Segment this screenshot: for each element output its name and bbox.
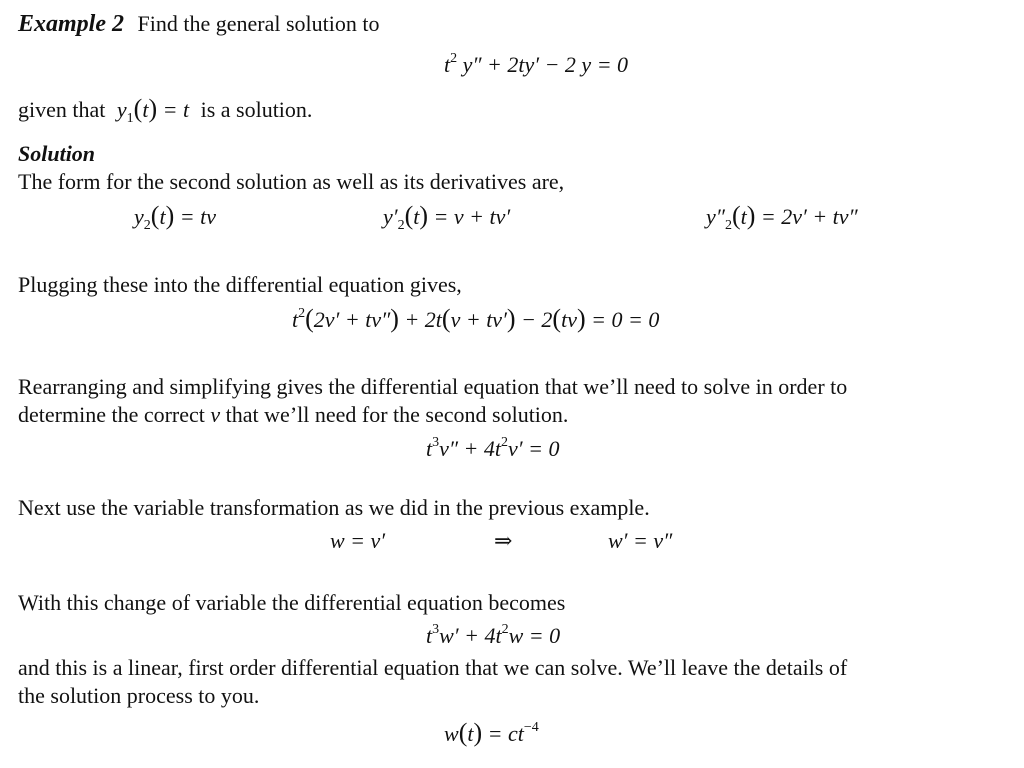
change-text: With this change of variable the differential equation becomes (18, 590, 566, 615)
y2-equation: $y_2(t)$ = tv (134, 201, 216, 233)
ode-equation: $t^2$ y″ + 2ty′ − 2 y = 0 (444, 51, 629, 77)
rearrange-text-line2: determine the correct v that we’ll need for the second solution. (18, 402, 569, 427)
y1-expression: $y_1(t) = t$ (116, 94, 190, 126)
y2-double-prime-equation: $y''_2(t) = 2v' + tv''$ (706, 201, 858, 233)
w-solution: $w(t) = ct^{-4}$ (444, 718, 539, 747)
example-label: Example 2 (18, 11, 124, 37)
linear-text-line1: and this is a linear, first order differential equation that we can solve. We’ll leave the details of (18, 655, 848, 680)
example-prompt: Find the general solution to (137, 11, 380, 36)
w-equation: $t^3w' + 4t^2w = 0$ (426, 622, 561, 648)
example-heading (18, 11, 379, 37)
form-text: The form for the second solution as well as its derivatives are, (18, 169, 565, 194)
rearrange-text-line1: Rearranging and simplifying gives the differential equation that we’ll need to solve in order to (18, 374, 848, 399)
linear-text-line2: the solution process to you. (18, 683, 260, 708)
y2-prime-equation: $y'_2(t) = v + tv'$ (383, 201, 511, 233)
simplified-equation: $t^3v'' + 4t^2v' = 0$ (426, 435, 560, 461)
plugged-equation: $t^2(2v' + tv'') + 2t(v + tv') - 2(tv) = 0 = 0$ (292, 304, 660, 333)
transformation-right: w′ = v″ (608, 528, 673, 553)
next-text: Next use the variable transformation as we did in the previous example. (18, 495, 650, 520)
plug-text: Plugging these into the differential equation gives, (18, 272, 462, 297)
implies-arrow: ⇒ (494, 528, 513, 553)
transformation-left: w = v′ (330, 528, 386, 553)
given-line: given that $y_1(t) = t$ is a solution. (18, 94, 313, 126)
solution-heading: Solution (18, 141, 96, 166)
